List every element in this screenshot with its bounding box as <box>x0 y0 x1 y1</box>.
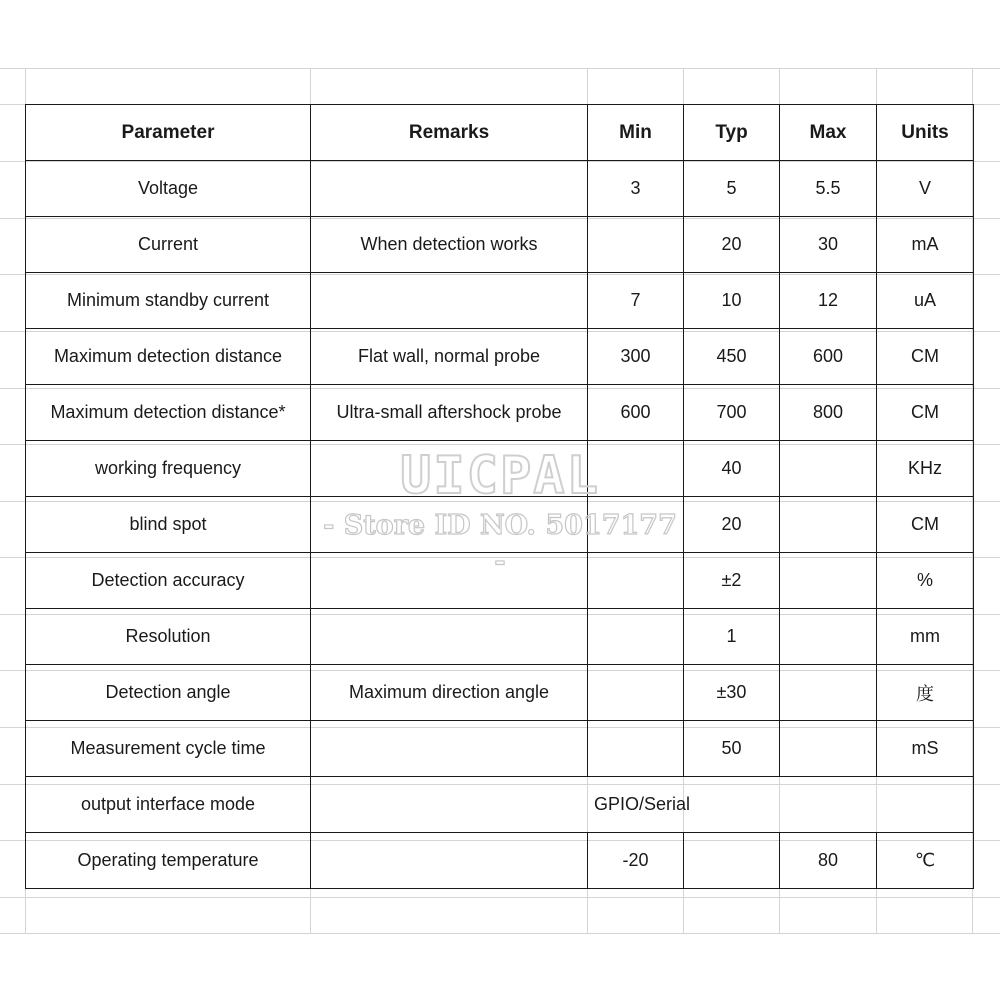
cell-min: 7 <box>588 273 684 329</box>
cell-min <box>588 553 684 609</box>
cell-remarks <box>311 273 588 329</box>
cell-typ: 40 <box>684 441 780 497</box>
cell-interface-value: GPIO/Serial <box>311 777 974 833</box>
table-row <box>26 665 974 721</box>
cell-units: CM <box>877 329 974 385</box>
cell-max <box>780 609 877 665</box>
cell-remarks <box>311 161 588 217</box>
header-remarks: Remarks <box>311 105 588 161</box>
cell-units: mS <box>877 721 974 777</box>
cell-units: uA <box>877 273 974 329</box>
cell-units: KHz <box>877 441 974 497</box>
cell-units: mm <box>877 609 974 665</box>
cell-remarks <box>311 609 588 665</box>
cell-parameter: Maximum detection distance <box>26 329 311 385</box>
header-max: Max <box>780 105 877 161</box>
cell-max: 800 <box>780 385 877 441</box>
cell-remarks <box>311 441 588 497</box>
cell-units: mA <box>877 217 974 273</box>
table-row <box>26 161 974 217</box>
table-row-interface <box>26 777 974 833</box>
cell-max <box>780 553 877 609</box>
cell-max <box>780 441 877 497</box>
cell-units: CM <box>877 385 974 441</box>
cell-remarks: Ultra-small aftershock probe <box>311 385 588 441</box>
watermark-logo: UICPAL <box>400 446 600 506</box>
cell-units: V <box>877 161 974 217</box>
cell-typ: 10 <box>684 273 780 329</box>
cell-units: 度 <box>877 665 974 721</box>
cell-min: 300 <box>588 329 684 385</box>
cell-parameter: Minimum standby current <box>26 273 311 329</box>
cell-max <box>780 665 877 721</box>
cell-typ: 450 <box>684 329 780 385</box>
table-row <box>26 273 974 329</box>
table-row <box>26 217 974 273</box>
cell-typ: 5 <box>684 161 780 217</box>
table-header-row <box>26 105 974 161</box>
cell-remarks <box>311 833 588 889</box>
cell-max: 80 <box>780 833 877 889</box>
cell-parameter: Detection accuracy <box>26 553 311 609</box>
cell-typ: ±2 <box>684 553 780 609</box>
cell-parameter: working frequency <box>26 441 311 497</box>
table-row-temperature <box>26 833 974 889</box>
cell-max: 12 <box>780 273 877 329</box>
table-row <box>26 497 974 553</box>
cell-units: CM <box>877 497 974 553</box>
cell-remarks: When detection works <box>311 217 588 273</box>
cell-units: ℃ <box>877 833 974 889</box>
header-parameter: Parameter <box>26 105 311 161</box>
header-units: Units <box>877 105 974 161</box>
cell-max <box>780 721 877 777</box>
cell-remarks <box>311 721 588 777</box>
cell-max: 30 <box>780 217 877 273</box>
cell-min <box>588 665 684 721</box>
cell-parameter: Detection angle <box>26 665 311 721</box>
cell-parameter: Operating temperature <box>26 833 311 889</box>
cell-units: % <box>877 553 974 609</box>
cell-parameter: Voltage <box>26 161 311 217</box>
cell-remarks <box>311 497 588 553</box>
table-row <box>26 385 974 441</box>
cell-min <box>588 721 684 777</box>
table-row <box>26 609 974 665</box>
cell-typ: 50 <box>684 721 780 777</box>
cell-max <box>780 497 877 553</box>
cell-remarks <box>311 553 588 609</box>
cell-min <box>588 609 684 665</box>
spec-table <box>25 104 974 889</box>
cell-parameter: Current <box>26 217 311 273</box>
cell-parameter: blind spot <box>26 497 311 553</box>
cell-max: 5.5 <box>780 161 877 217</box>
cell-min <box>588 217 684 273</box>
header-min: Min <box>588 105 684 161</box>
table-row <box>26 441 974 497</box>
header-typ: Typ <box>684 105 780 161</box>
cell-typ: ±30 <box>684 665 780 721</box>
table-row <box>26 329 974 385</box>
cell-typ: 700 <box>684 385 780 441</box>
cell-typ <box>684 833 780 889</box>
cell-parameter: Measurement cycle time <box>26 721 311 777</box>
cell-typ: 20 <box>684 217 780 273</box>
cell-min: -20 <box>588 833 684 889</box>
cell-typ: 20 <box>684 497 780 553</box>
cell-min <box>588 441 684 497</box>
cell-remarks: Flat wall, normal probe <box>311 329 588 385</box>
table-row <box>26 721 974 777</box>
cell-parameter: Maximum detection distance* <box>26 385 311 441</box>
cell-parameter: output interface mode <box>26 777 311 833</box>
cell-min: 3 <box>588 161 684 217</box>
cell-typ: 1 <box>684 609 780 665</box>
watermark-store-id: - Store ID NO. 5017177 - <box>323 510 677 577</box>
cell-min: 600 <box>588 385 684 441</box>
cell-min <box>588 497 684 553</box>
cell-parameter: Resolution <box>26 609 311 665</box>
table-row <box>26 553 974 609</box>
cell-max: 600 <box>780 329 877 385</box>
cell-remarks: Maximum direction angle <box>311 665 588 721</box>
